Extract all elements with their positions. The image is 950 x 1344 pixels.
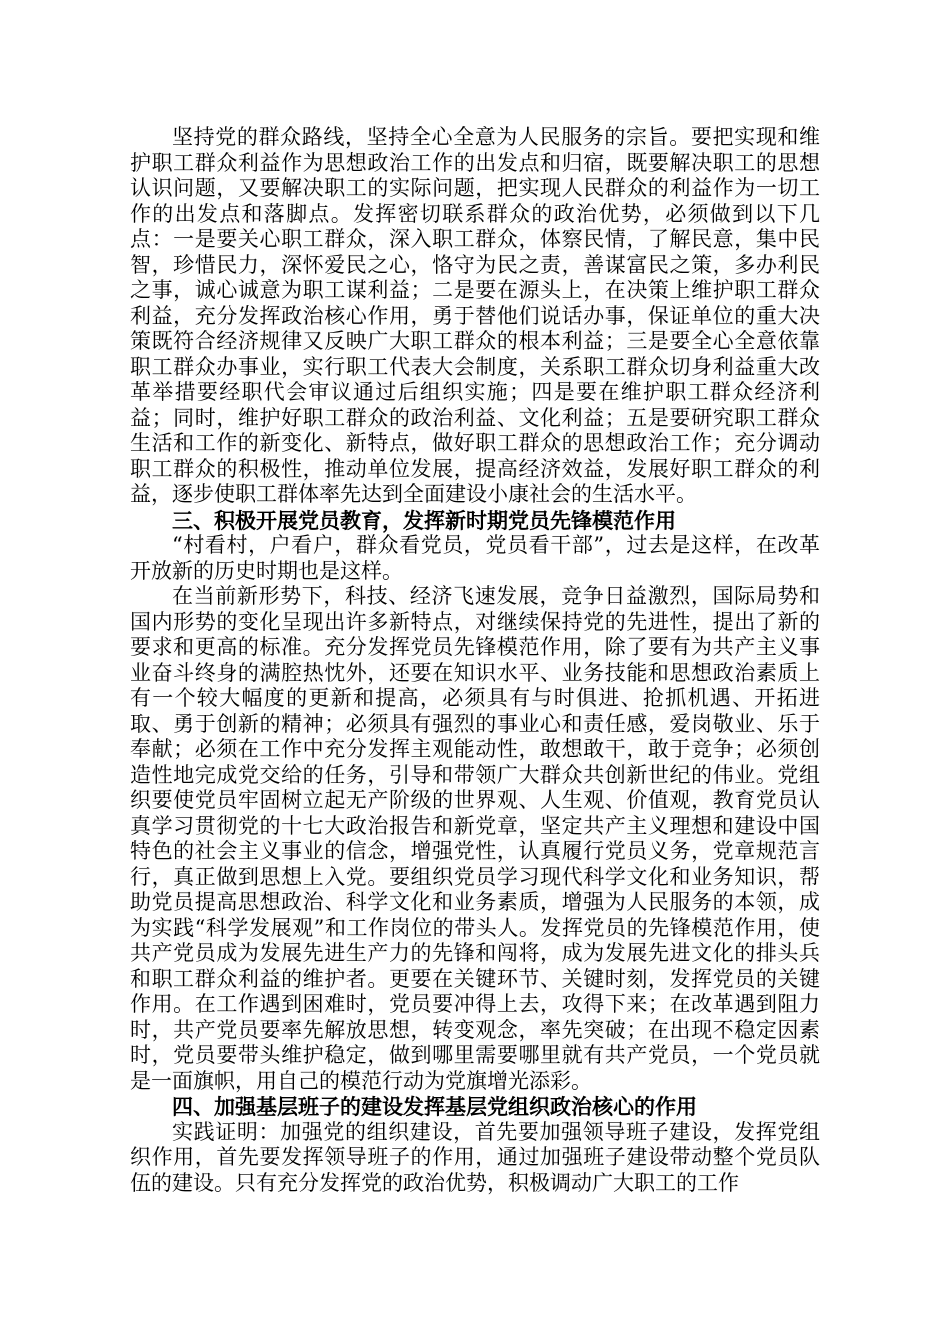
section-heading-four: 四、加强基层班子的建设发挥基层党组织政治核心的作用 <box>172 1094 697 1119</box>
document-page <box>130 125 820 1196</box>
paragraph-mass-line: 坚持党的群众路线，坚持全心全意为人民服务的宗旨。要把实现和维护职工群众利益作为思想政治工作的出发点和归宿，既要解决职工的思想认识问题，又要解决职工的实际问题，把实现人民群众的利益作为一切工作的出发点和落脚点。发挥密切联系群众的政治优势，必须做到以下几点：一是要关心职工群众，深入职工群众，体察民情，了解民意，集中民智，珍惜民力，深怀爱民之心，恪守为民之责，善谋富民之策，多办利民之事，诚心诚意为职工谋利益；二是要在源头上，在决策上维护职工群众利益，充分发挥政治核心作用，勇于替他们说话办事，保证单位的重大决策既符合经济规律又反映广大职工群众的根本利益；三是要全心全意依靠职工群众办事业，实行职工代表大会制度，关系职工群众切身利益重大改革举措要经职代会审议通过后组织实施；四是要在维护职工群众经济利益；同时，维护好职工群众的政治利益、文化利益；五是要研究职工群众生活和工作的新变化、新特点，做好职工群众的思想政治工作；充分调动职工群众的积极性，推动单位发展，提高经济效益，发展好职工群众的利益，逐步使职工群体率先达到全面建设小康社会的生活水平。 <box>130 125 820 506</box>
paragraph-village-saying: “村看村，户看户，群众看党员，党员看干部”，过去是这样，在改革开放新的历史时期也是这样。 <box>130 533 820 583</box>
paragraph-new-situation: 在当前新形势下，科技、经济飞速发展，竞争日益激烈，国际局势和国内形势的变化呈现出许多新特点，对继续保持党的先进性，提出了新的要求和更高的标准。充分发挥党员先锋模范作用，除了要有为共产主义事业奋斗终身的满腔热忱外，还要在知识水平、业务技能和思想政治素质上有一个较大幅度的更新和提高，必须具有与时俱进、抢抓机遇、开拓进取、勇于创新的精神；必须具有强烈的事业心和责任感，爱岗敬业、乐于奉献；必须在工作中充分发挥主观能动性，敢想敢干，敢于竞争；必须创造性地完成党交给的任务，引导和带领广大群众共创新世纪的伟业。党组织要使党员牢固树立起无产阶级的世界观、人生观、价值观，教育党员认真学习贯彻党的十七大政治报告和新党章，坚定共产主义理想和建设中国特色的社会主义事业的信念，增强党性，认真履行党员义务，党章规范言行，真正做到思想上入党。要组织党员学习现代科学文化和业务知识，帮助党员提高思想政治、科学文化和业务素质，增强为人民服务的本领，成为实践“科学发展观”和工作岗位的带头人。发挥党员的先锋模范作用，使共产党员成为发展先进生产力的先锋和闯将，成为发展先进文化的排头兵和职工群众利益的维护者。更要在关键环节、关键时刻，发挥党员的关键作用。在工作遇到困难时，党员要冲得上去，攻得下来；在改革遇到阻力时，共产党员要率先解放思想，转变观念，率先突破；在出现不稳定因素时，党员要带头维护稳定，做到哪里需要哪里就有共产党员，一个党员就是一面旗帜，用自己的模范行动为党旗增光添彩。 <box>130 584 820 1093</box>
paragraph-practice-proves: 实践证明：加强党的组织建设，首先要加强领导班子建设，发挥党组织作用，首先要发挥领导班子的作用，通过加强班子建设带动整个党员队伍的建设。只有充分发挥党的政治优势，积极调动广大职工的工作 <box>130 1119 820 1195</box>
section-heading-three: 三、积极开展党员教育，发挥新时期党员先锋模范作用 <box>172 507 676 533</box>
